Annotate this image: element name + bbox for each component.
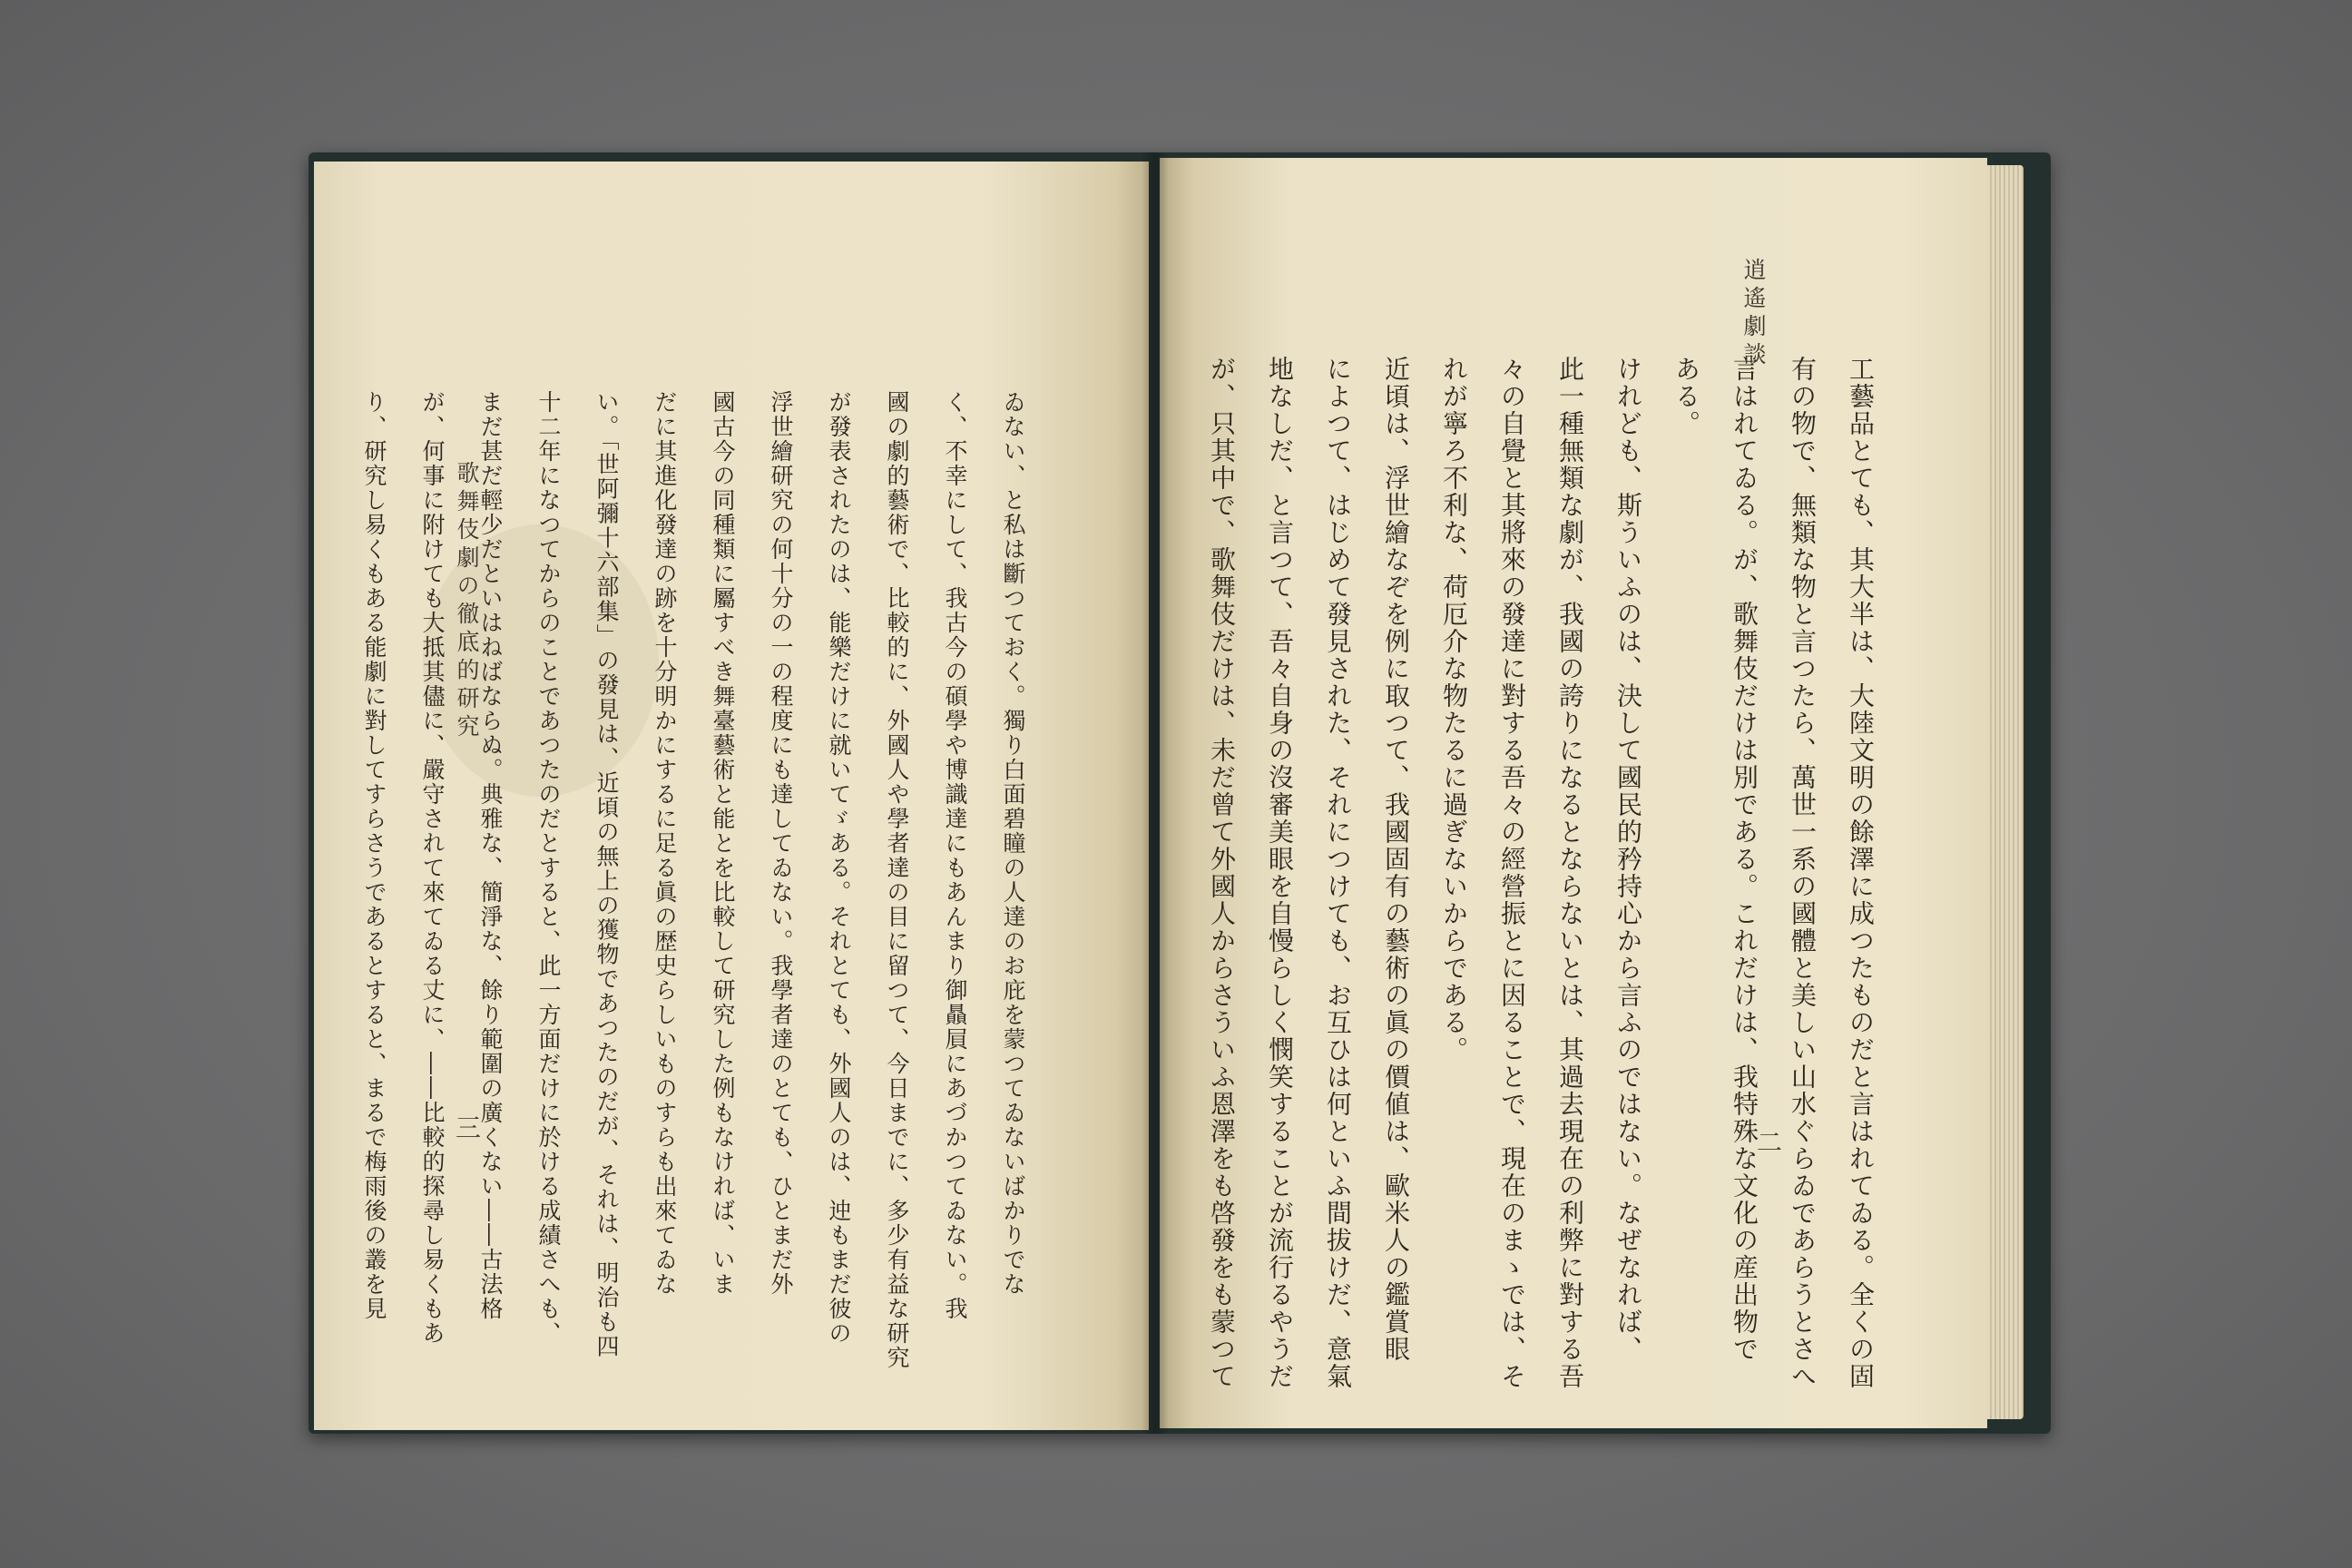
text-line: 浮世繪研究の何十分の一の程度にも達してゐない。我學者達のとても、ひとまだ外	[768, 390, 794, 1297]
text-line: 國古今の同種類に屬すべき舞臺藝術と能とを比較して研究した例もなければ、いま	[710, 390, 736, 1297]
page-number: 三	[452, 1114, 482, 1140]
text-line: 言はれてゐる。が、歌舞伎だけは別である。これだけは、我特殊な文化の産出物で	[1730, 356, 1759, 1363]
text-line: い。「世阿彌十六部集」の發見は、近頃の無上の獲物であつたのだが、それは、明治も四	[593, 390, 620, 1359]
text-line: く、不幸にして、我古今の碩學や博識達にもあんまり御贔屓にあづかつてゐない。我	[942, 390, 968, 1321]
text-line: だに其進化發達の跡を十分明かにするに足る眞の歴史らしいものすらも出來てゐな	[652, 390, 678, 1297]
text-line: まだ甚だ輕少だといはねばならぬ。典雅な、簡淨な、餘り範圍の廣くない――古法格	[477, 390, 504, 1321]
text-line: が、何事に附けても大抵其儘に、嚴守されて來てゐる丈に、――比較的探尋し易くもあ	[419, 390, 446, 1346]
spine-shadow	[1142, 152, 1169, 1434]
text-line: けれども、斯ういふのは、決して國民的矜持心から言ふのではない。なぜなれば、	[1613, 356, 1643, 1363]
text-line: 地なしだ、と言つて、吾々自身の沒審美眼を自慢らしく憫笑することが流行るやうだ	[1265, 356, 1295, 1390]
right-page-body-text	[1192, 356, 1889, 1390]
text-line: 近頃は、浮世繪なぞを例に取つて、我國固有の藝術の眞の價値は、歐米人の鑑賞眼	[1381, 356, 1411, 1363]
text-line: ゐない、と私は斷つておく。獨り白面碧瞳の人達のお庇を蒙つてゐないばかりでな	[1000, 390, 1026, 1297]
text-line: れが寧ろ不利な、荷厄介な物たるに過ぎないからである。	[1439, 356, 1469, 1063]
right-page	[1160, 158, 1987, 1428]
running-head: 逍遙劇談	[1740, 258, 1767, 370]
text-line: によつて、はじめて發見された、それにつけても、お互ひは何といふ間拔けだ、意氣	[1323, 356, 1353, 1390]
text-line: が發表されたのは、能樂だけに就いてゞある。それとても、外國人のは、迚もまだ彼の	[826, 390, 852, 1346]
text-line: が、只其中で、歌舞伎だけは、未だ曾て外國人からさういふ恩澤をも啓發をも蒙つて	[1207, 356, 1237, 1390]
text-line: 國の劇的藝術で、比較的に、外國人や學者達の目に留つて、今日までに、多少有益な研究	[884, 390, 910, 1370]
left-page	[314, 162, 1149, 1430]
text-line: 十二年になつてからのことであつたのだとすると、此一方面だけに於ける成績さへも、	[535, 390, 562, 1346]
page-number: 二	[1753, 1129, 1783, 1154]
text-line: ある。	[1671, 356, 1701, 437]
text-line: 此一種無類な劇が、我國の誇りになるとならないとは、其過去現在の利弊に對する吾	[1555, 356, 1585, 1390]
text-line: 々の自覺と其將來の發達に對する吾々の經營振とに因ることで、現在のまゝでは、そ	[1497, 356, 1527, 1390]
text-line: り、研究し易くもある能劇に對してすらさうであるとすると、まるで梅雨後の叢を見	[361, 390, 387, 1321]
text-line: 工藝品とても、其大半は、大陸文明の餘澤に成つたものだと言はれてゐる。全くの固	[1846, 356, 1876, 1390]
running-head: 歌舞伎劇の徹底的研究	[454, 461, 480, 742]
text-line: 有の物で、無類な物と言つたら、萬世一系の國體と美しい山水ぐらゐであらうとさへ	[1788, 356, 1818, 1390]
